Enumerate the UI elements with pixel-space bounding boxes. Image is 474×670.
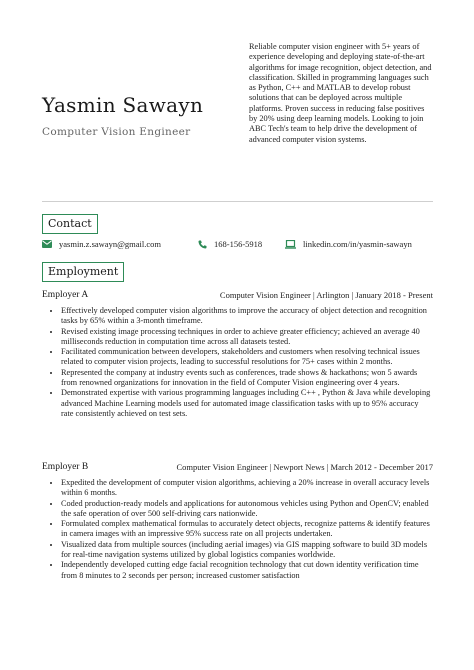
email-text[interactable]: yasmin.z.sawayn@gmail.com <box>59 239 162 249</box>
list-item: • Revised existing image processing techniques in order to achieve greater efficiency; achieved an average 40 milliseconds reduction in computation time across all datasets tested. <box>61 327 433 348</box>
list-item: • Effectively developed computer vision algorithms to improve the accuracy of object detection and recognition tasks by 65% within a 3-month timeframe. <box>61 306 433 327</box>
employer-b-header <box>42 462 433 474</box>
employer-a-header <box>42 290 433 302</box>
employer-b-bullets <box>42 478 433 581</box>
envelope-icon <box>42 240 52 248</box>
employer-name: Employer B <box>42 462 89 472</box>
phone-icon <box>198 240 207 249</box>
list-item: • Formulated complex mathematical formulas to accurately detect objects, recognize patterns & identify features in camera images with an impressive 95% success rate on all projects undertaken. <box>61 519 433 540</box>
employment-heading: Employment <box>42 262 124 282</box>
list-item: • Expedited the development of computer vision algorithms, achieving a 20% increase in overall accuracy levels within 6 months. <box>61 478 433 499</box>
list-item: • Coded production-ready models and applications for autonomous vehicles using Python and OpenCV; enabled the safe operation of over 500 self-driving cars nationwide. <box>61 499 433 520</box>
linkedin-text[interactable]: linkedin.com/in/yasmin-sawayn <box>303 239 412 249</box>
contact-row <box>42 239 433 253</box>
laptop-icon <box>285 240 296 249</box>
employer-a-bullets <box>42 306 433 419</box>
contact-email[interactable] <box>42 239 161 249</box>
candidate-title: Computer Vision Engineer <box>42 126 191 138</box>
contact-phone[interactable] <box>198 239 262 249</box>
contact-linkedin[interactable] <box>285 239 412 249</box>
phone-text[interactable]: 168-156-5918 <box>214 239 263 249</box>
employer-meta: Computer Vision Engineer | Newport News | March 2012 - December 2017 <box>176 462 433 472</box>
candidate-name: Yasmin Sawayn <box>42 93 204 117</box>
list-item: • Represented the company at industry events such as conferences, trade shows & hackathons; won 5 awards from renowned organizations for innovation in the field of Computer Vision engineering over 4 years. <box>61 368 433 389</box>
list-item: • Visualized data from multiple sources (including aerial images) via GIS mapping software to build 3D models for real-time navigation systems utilized by global logistics companies worldwide. <box>61 540 433 561</box>
header-divider <box>42 201 433 202</box>
list-item: • Independently developed cutting edge facial recognition technology that cut down identity verification time from 8 minutes to 2 seconds per person; increased customer satisfaction <box>61 560 433 581</box>
list-item: • Facilitated communication between developers, stakeholders and customers when resolving technical issues related to computer vision projects, leading to successful resolutions for 75+ cases within 2 months. <box>61 347 433 368</box>
contact-heading: Contact <box>42 214 98 234</box>
employer-name: Employer A <box>42 290 89 300</box>
list-item: • Demonstrated expertise with various programming languages including C++ , Python & Java while developing advanced Machine Learning models used for automated image classification tasks with up to 95% accuracy rate consistently achieved on test sets. <box>61 388 433 419</box>
professional-summary: Reliable computer vision engineer with 5+ years of experience developing and deploying state-of-the-art algorithms for image recognition, object detection, and classification. Skilled in programming languages such as Python, C++ and MATLAB to develop robust solutions that can be deployed across multiple platforms. Proven success in reducing false positives by 20% using deep learning models. Looking to join ABC Tech's team to help drive the development of advanced computer vision systems. <box>249 42 432 144</box>
employer-meta: Computer Vision Engineer | Arlington | January 2018 - Present <box>219 290 433 300</box>
